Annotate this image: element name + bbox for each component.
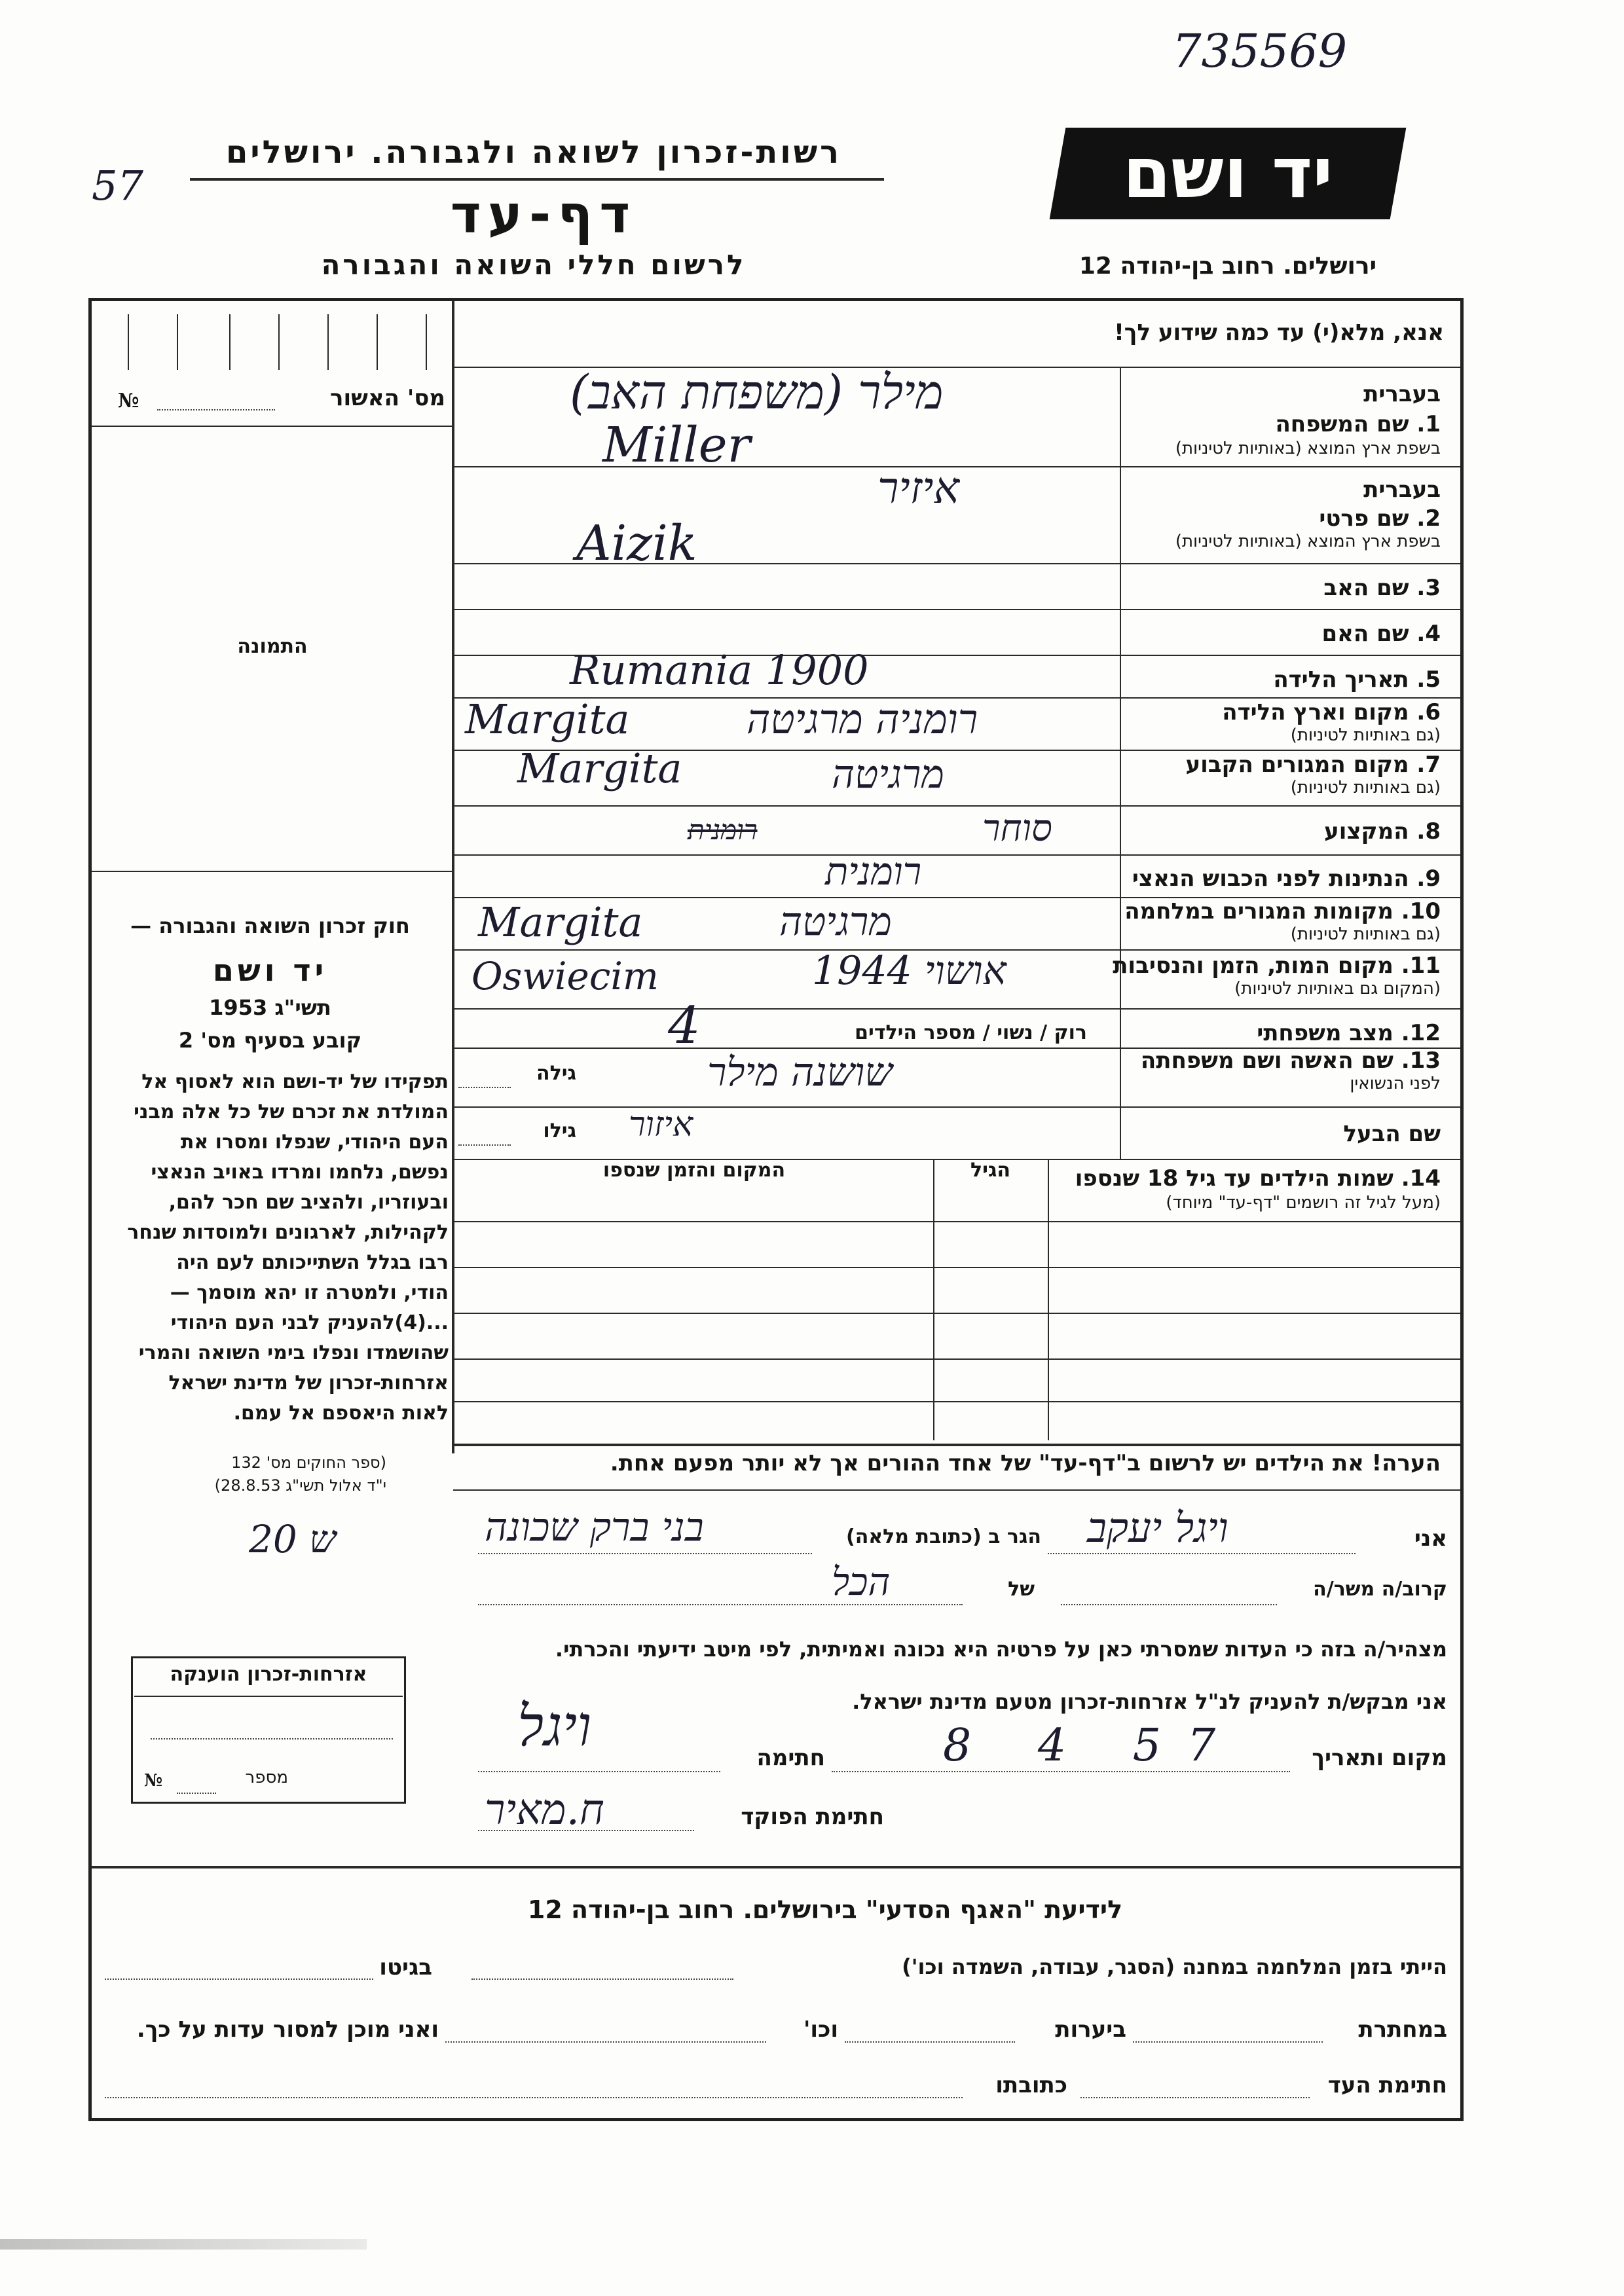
note-text: הערה! את הילדים יש לרשום ב"דף-עד" של אחד ההורים אך לא יותר מפעם אחת. [610,1450,1441,1476]
field-12-label: 12. מצב משפחתי [1257,1020,1441,1046]
decl-resides-label: הגר ב (כתובת מלאה) [845,1525,1041,1548]
bottom-ready: ואני מוכן למסור עדות על כך. [136,2016,439,2043]
hw-nationality: רומנית [825,849,922,894]
approval-slots [98,314,439,373]
husband-label: שם הבעל [1343,1121,1441,1147]
citizenship-number-label: מספר [245,1768,288,1787]
field-2-label: 2. שם פרטי [1319,505,1441,532]
decl-signature-label: חתימה [756,1745,825,1771]
hw-wartime-lat: Margita [478,898,643,946]
authority-title: רשות-זכרון לשואה ולגבורה. ירושלים [225,134,842,171]
logo-text: יד ושם [1122,133,1333,213]
marital-options: רוק / נשוי / מספר הילדים [855,1021,1087,1044]
decl-statement: מצהיר/ה בזה כי העדות שמסרתי כאן על פרטיה היא נכונה ואמיתית, לפי מיטב ידיעתי והכרתי. [555,1637,1447,1662]
approval-label: מס' האשור [330,385,445,411]
children-col-age: הגיל [970,1159,1010,1182]
hw-firstname-lat: Aizik [576,515,697,572]
hw-birthplace-lat: Margita [465,695,630,743]
hw-profession-struck: רומנית [688,814,758,846]
photo-label: התמונה [237,635,308,658]
field-13-label: 13. שם האשה ושם משפחתה [1140,1048,1441,1074]
law-text: תפקידו של יד-ושם הוא לאסוף אל המולדת את זכרם של כל אלה מבני העם היהודי, שנפלו ומסרו את נפשם, נלחמו ומרדו באויב הנאצי ובעוזריו, ולהציב שם חכר להם, לקהילות, לארגונים ולמוסדות שנחר רבו בגלל השתייכותם לעם היה הודי, ולמטרה זו יהא מוסמך — ...(4)להעניק לבני העם היהודי שהושמדו ונפלו בימי השואה והמרי אזרחות-זכרון של מדינת ישראל לאות היאספם אל עמם. [127,1070,449,1425]
hw-profession: סוחר [982,807,1052,850]
decl-i-label: אני [1414,1525,1447,1552]
field-7-sub: (גם באותיות לטיניות) [1290,778,1441,797]
bottom-camp-line: הייתי בזמן המלחמה במחנה (הסגר, עבודה, השמדה וכו') [902,1954,1447,1979]
law-section: קובע בסעיף מס' 2 [178,1028,362,1053]
field-5-label: 5. תאריך הלידה [1273,666,1441,693]
bottom-ghetto: בגיטו [379,1954,432,1980]
bottom-witness-sig: חתימת העד [1327,2072,1447,2098]
field-7-label: 7. מקום המגורים הקבוע [1185,752,1441,778]
age-label-husband: גילו [543,1120,576,1142]
decl-official-label: חתימת הפוקד [741,1804,884,1830]
decl-relative-label: קרוב/ה משר/ה [1313,1578,1447,1601]
field-2-sub: בשפת ארץ המוצא (באותיות לטיניות) [1175,532,1441,551]
hw-wartime-heb: מרגיטה [779,899,892,945]
age-label-wife: גילה [536,1062,576,1085]
hw-witness-addr-extra: ש 20 [249,1517,337,1561]
archive-number: 735569 [1172,24,1348,78]
law-year: תשי"ג 1953 [209,995,331,1020]
hw-date: 8 4 57 [943,1720,1242,1772]
approval-no: № [118,390,139,412]
field-10-label: 10. מקומות המגורים במלחמה [1124,898,1441,924]
field-2-heb-tag: בעברית [1363,477,1441,503]
citizenship-title: אזרחות-זכרון הוענקה [170,1663,367,1686]
decl-place-date-label: מקום ותאריך [1312,1745,1447,1771]
hw-surname-lat: Miller [602,417,750,473]
law-title: חוק זכרון השואה והגבורה — [130,913,410,938]
intro-text: אנא, מלא(י) עד כמה שידוע לך! [1114,319,1444,346]
hw-residence-heb: מרגיטה [832,752,944,797]
hw-signature: ויגל [517,1694,592,1759]
bottom-etc: וכו' [803,2016,838,2043]
field-1-heb-tag: בעברית [1363,381,1441,407]
bottom-hiding: במחתרת [1358,2016,1447,2043]
field-1-label: 1. שם המשפחה [1275,411,1441,437]
field-8-label: 8. המקצוע [1324,818,1441,845]
law-ref-2: י"ד אלול תשי"ג 28.8.53) [214,1476,386,1495]
decl-request: אני מבקש/ת להעניק לנ"ל אזרחות-זכרון מטעם מדינת ישראל. [852,1689,1447,1714]
hw-firstname-heb: איזיר [877,463,960,513]
hw-death-lat: Oswiecim [471,954,659,998]
children-sub: (מעל לגיל זה רושמים "דף-עד" מיוחד) [1166,1193,1441,1212]
hw-witness-name: ויגל יעקב [1087,1504,1228,1552]
hw-witness-addr: בני ברק שכונה [485,1504,704,1550]
field-4-label: 4. שם האם [1321,621,1441,647]
field-11-label: 11. מקום המות, הזמן והנסיבות [1113,953,1441,979]
field-9-label: 9. הנתינות לפני הכבוש הנאצי [1132,866,1441,892]
field-6-label: 6. מקום וארץ הלידה [1222,699,1441,725]
field-10-sub: (גם באותיות לטיניות) [1290,924,1441,944]
hw-relation: הכל [832,1559,891,1604]
field-3-label: 3. שם האב [1323,575,1441,601]
hw-death-heb: אושוי 1944 [812,948,1006,994]
children-col-place: המקום והזמן שנספו [602,1159,786,1182]
hw-children-count: 4 [668,996,701,1055]
hw-wife: שושנה מילר [707,1049,893,1095]
hw-residence-lat: Margita [517,744,682,792]
field-1-sub: בשפת ארץ המוצא (באותיות לטיניות) [1175,439,1441,458]
law-org: יד ושם [212,953,328,988]
bottom-address: כתובתו [995,2072,1067,2098]
hw-birth-date: Rumania 1900 [570,646,869,694]
sheet-number: 57 [92,162,143,210]
hw-official-signature: ח.מאיר [485,1786,604,1834]
bottom-title: לידיעת "האגף הסדעי" בירושלים. רחוב בן-יהודה 12 [527,1895,1123,1924]
decl-of-label: של [1008,1578,1035,1601]
citizenship-no-sign: № [144,1771,163,1791]
bottom-forests: ביערות [1055,2016,1126,2043]
form-subtitle: לרשום חללי השואה והגבורה [321,249,747,281]
children-title: 14. שמות הילדים עד גיל 18 שנספו [1075,1165,1441,1192]
scan-smudge [0,2239,367,2250]
header-address: ירושלים. רחוב בן-יהודה 12 [1079,253,1377,280]
field-13-sub: לפני הנשואין [1350,1074,1441,1093]
hw-surname-heb: מילר (משפחת האב) [570,365,944,420]
form-title: דף-עד [450,184,637,245]
field-11-sub: (המקום גם באותיות לטיניות) [1234,979,1441,998]
law-ref-1: (ספר החוקים מס' 132 [231,1453,386,1472]
field-6-sub: (גם באותיות לטיניות) [1290,725,1441,745]
hw-birthplace-heb: רומניה מרגיטה [747,695,978,743]
hw-husband: איזור [629,1105,693,1144]
